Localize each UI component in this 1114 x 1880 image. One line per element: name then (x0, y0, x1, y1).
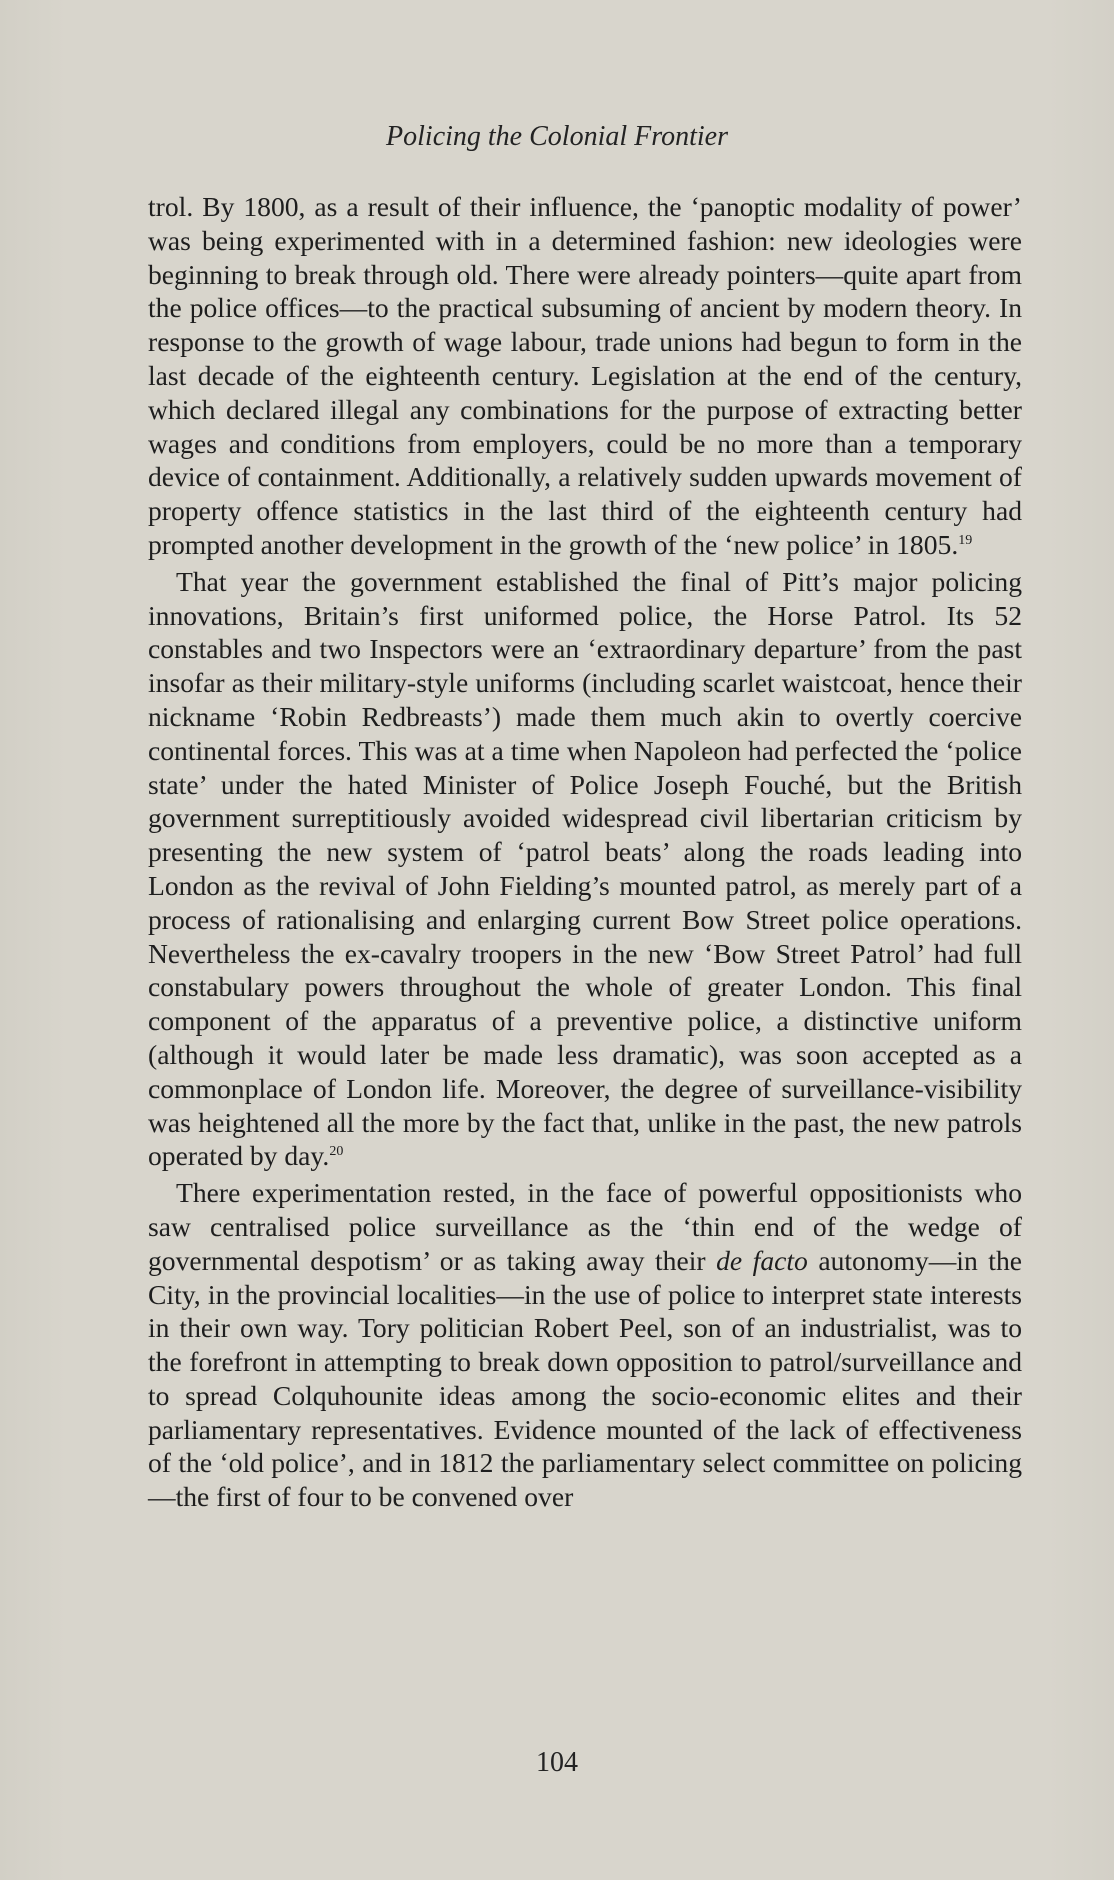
paragraph-2 (148, 565, 1022, 1173)
paragraph-3-text-before: There experimentation rested, in the face of powerful oppositionists who saw centralised police surveillance as the ‘thin end of the wedge of governmental despotism’ or as taking away their (148, 1177, 1022, 1276)
footnote-ref-19: 19 (958, 532, 973, 548)
paragraph-2-text: That year the government established the final of Pitt’s major policing innovations, Britain’s first uniformed police, the Horse Patrol. Its 52 constables and two Inspectors were an ‘extraordinary departure’ from the past insofar as their military-style uniforms (including scarlet waistcoat, hence their nickname ‘Robin Redbreasts’) made them much akin to overtly coercive continental forces. This was at a time when Napoleon had perfected the ‘police state’ under the hated Minister of Police Joseph Fouché, but the British government surreptitiously avoided widespread civil libertarian criticism by presenting the new system of ‘patrol beats’ along the roads leading into London as the revival of John Fielding’s mounted patrol, as merely part of a process of rationalising and enlarging current Bow Street police operations. Nevertheless the ex-cavalry troopers in the new ‘Bow Street Patrol’ had full constabulary powers throughout the whole of greater London. This final component of the apparatus of a preventive police, a distinctive uniform (although it would later be made less dramatic), was soon accepted as a commonplace of London life. Moreover, the degree of surveillance-visibility was heightened all the more by the fact that, unlike in the past, the new patrols operated by day. (148, 565, 1022, 1172)
body-text (148, 190, 1022, 1514)
paragraph-3-text-after: autonomy—in the City, in the provincial localities—in the use of police to interpret state interests in their own way. Tory politician Robert Peel, son of an industrialist, was to the forefront in attempting to break down opposition to patrol/surveillance and to spread Colquhounite ideas among the socio-economic elites and their parliamentary representatives. Evidence mounted of the lack of effectiveness of the ‘old police’, and in 1812 the parliamentary select committee on policing—the first of four to be convened over (148, 1244, 1022, 1513)
page-number: 104 (536, 1747, 578, 1778)
running-head: Policing the Colonial Frontier (386, 121, 728, 152)
paragraph-3 (148, 1176, 1022, 1514)
footnote-ref-20: 20 (329, 1144, 344, 1160)
paragraph-1-text: trol. By 1800, as a result of their influence, the ‘panoptic modality of power’ was being experimented with in a determined fashion: new ideologies were beginning to break through old. There were already pointers—quite apart from the police offices—to the practical subsuming of ancient by modern theory. In response to the growth of wage labour, trade unions had begun to form in the last decade of the eighteenth century. Legislation at the end of the century, which declared illegal any combinations for the purpose of extracting better wages and conditions from employers, could be no more than a temporary device of containment. Additionally, a relatively sudden upwards movement of property offence statistics in the last third of the eighteenth century had prompted another development in the growth of the ‘new police’ in 1805. (148, 191, 1022, 560)
paragraph-3-italic-term: de facto (716, 1244, 808, 1276)
paragraph-1 (148, 190, 1022, 562)
